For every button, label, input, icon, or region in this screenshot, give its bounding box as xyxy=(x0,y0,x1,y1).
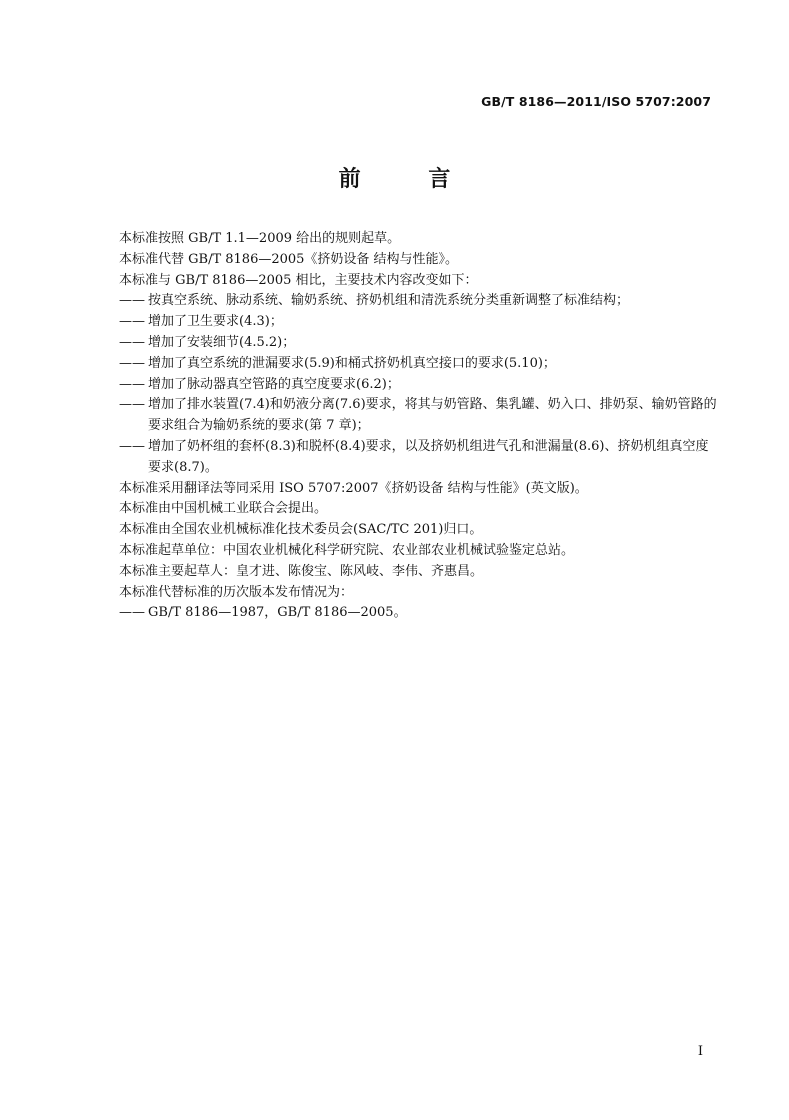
closing-line: 本标准主要起草人：皇才进、陈俊宝、陈风岐、李伟、齐惠昌。 xyxy=(119,563,484,579)
intro-line: 本标准与 GB/T 8186—2005 相比，主要技术内容改变如下： xyxy=(119,272,478,288)
dash-marker: —— xyxy=(119,334,145,350)
history-item xyxy=(119,603,719,624)
foreword-body xyxy=(119,229,719,624)
closing-line: 本标准起草单位：中国农业机械化科学研究院、农业部农业机械试验鉴定总站。 xyxy=(119,542,575,558)
history-text: GB/T 8186—1987，GB/T 8186—2005。 xyxy=(148,605,407,621)
change-item xyxy=(119,375,719,396)
change-text: 增加了排水装置(7.4)和奶液分离(7.6)要求，将其与奶管路、集乳罐、奶入口、排奶泵、输奶管路的要求组合为输奶系统的要求(第 7 章)； xyxy=(148,397,717,434)
dash-marker: —— xyxy=(119,397,145,413)
change-item xyxy=(119,354,719,375)
change-text: 增加了卫生要求(4.3)； xyxy=(148,314,283,330)
change-text: 按真空系统、脉动系统、输奶系统、挤奶机组和清洗系统分类重新调整了标准结构； xyxy=(148,293,630,309)
dash-marker: —— xyxy=(119,293,145,309)
closing-line: 本标准代替标准的历次版本发布情况为： xyxy=(119,584,354,600)
change-item xyxy=(119,395,719,437)
change-text: 增加了脉动器真空管路的真空度要求(6.2)； xyxy=(148,376,400,392)
dash-marker: —— xyxy=(119,314,145,330)
dash-marker: —— xyxy=(119,605,145,621)
change-item xyxy=(119,333,719,354)
page-title: 前 言 xyxy=(338,167,481,192)
change-text: 增加了真空系统的泄漏要求(5.9)和桶式挤奶机真空接口的要求(5.10)； xyxy=(148,355,556,371)
change-text: 增加了奶杯组的套杯(8.3)和脱杯(8.4)要求，以及挤奶机组进气孔和泄漏量(8.6)、挤奶机组真空度要求(8.7)。 xyxy=(148,438,709,475)
change-text: 增加了安装细节(4.5.2)； xyxy=(148,334,296,350)
dash-marker: —— xyxy=(119,376,145,392)
intro-line: 本标准代替 GB/T 8186—2005《挤奶设备 结构与性能》。 xyxy=(119,251,459,267)
change-item xyxy=(119,437,719,479)
dash-marker: —— xyxy=(119,355,145,371)
closing-line: 本标准由中国机械工业联合会提出。 xyxy=(119,501,328,517)
intro-line: 本标准按照 GB/T 1.1—2009 给出的规则起草。 xyxy=(119,231,401,246)
page-number: I xyxy=(697,1044,703,1059)
dash-marker: —— xyxy=(119,438,145,454)
closing-line: 本标准由全国农业机械标准化技术委员会(SAC/TC 201)归口。 xyxy=(119,522,483,538)
change-item xyxy=(119,291,719,312)
change-item xyxy=(119,312,719,333)
closing-line: 本标准采用翻译法等同采用 ISO 5707:2007《挤奶设备 结构与性能》(英文版)。 xyxy=(119,480,588,496)
standard-code: GB/T 8186—2011/ISO 5707:2007 xyxy=(481,94,711,109)
